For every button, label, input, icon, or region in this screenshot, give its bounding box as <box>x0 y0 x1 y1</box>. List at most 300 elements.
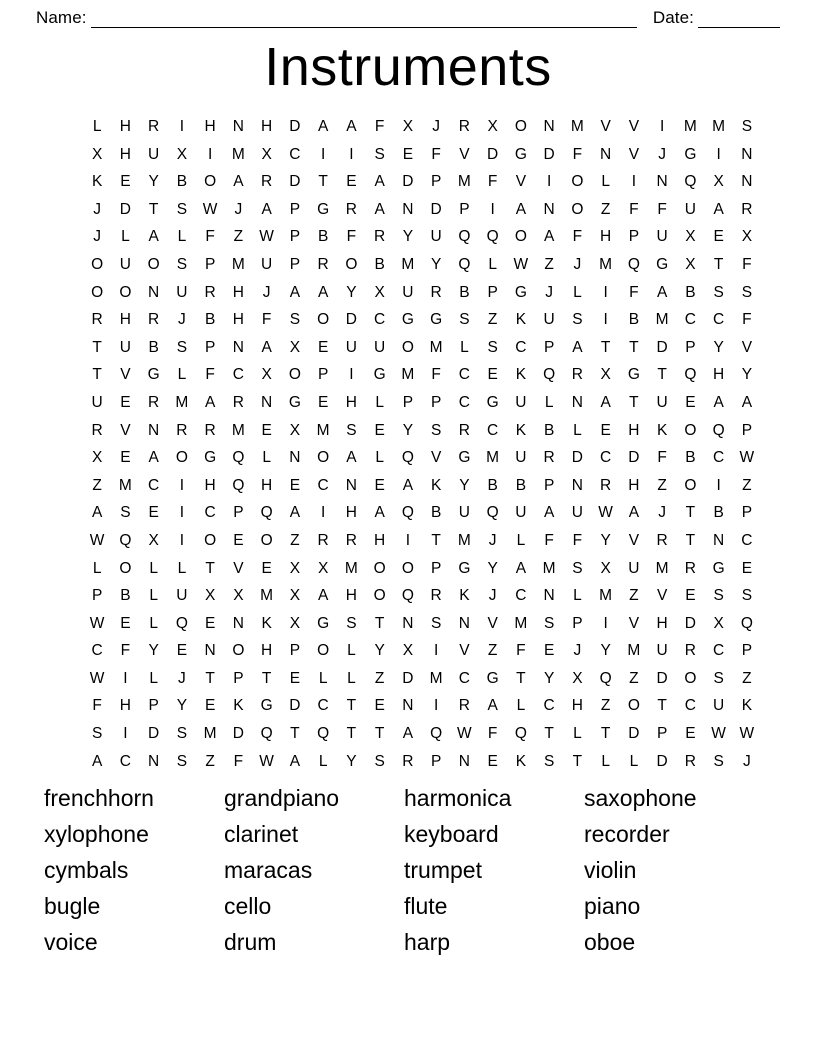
grid-letter-cell[interactable]: N <box>571 393 583 411</box>
grid-letter-cell[interactable]: N <box>148 283 160 301</box>
grid-letter-cell[interactable]: D <box>232 725 244 743</box>
grid-letter-cell[interactable]: W <box>457 725 472 743</box>
grid-letter-cell[interactable]: X <box>204 587 216 605</box>
grid-letter-cell[interactable]: F <box>205 366 215 384</box>
grid-letter-cell[interactable]: E <box>402 145 414 163</box>
word-list-item[interactable]: recorder <box>584 821 670 847</box>
grid-letter-cell[interactable]: J <box>432 118 440 135</box>
grid-letter-cell[interactable]: L <box>318 752 328 770</box>
grid-letter-cell[interactable]: S <box>741 587 753 605</box>
grid-letter-cell[interactable]: F <box>261 311 272 329</box>
word-list-item[interactable]: grandpiano <box>224 785 340 811</box>
grid-letter-cell[interactable]: G <box>458 449 471 467</box>
grid-letter-cell[interactable]: F <box>572 145 583 163</box>
grid-letter-cell[interactable]: Q <box>486 504 499 522</box>
grid-letter-cell[interactable]: T <box>346 725 357 743</box>
grid-letter-cell[interactable]: P <box>233 669 244 687</box>
grid-letter-cell[interactable]: F <box>544 531 554 549</box>
grid-letter-cell[interactable]: N <box>543 200 555 218</box>
grid-letter-cell[interactable]: Z <box>600 697 611 715</box>
grid-letter-cell[interactable]: N <box>148 421 160 439</box>
grid-letter-cell[interactable]: H <box>713 366 725 384</box>
grid-letter-cell[interactable]: Q <box>684 173 697 191</box>
grid-letter-cell[interactable]: L <box>149 587 158 605</box>
grid-letter-cell[interactable]: D <box>148 725 160 743</box>
grid-letter-cell[interactable]: O <box>684 476 697 494</box>
grid-letter-cell[interactable]: U <box>430 228 442 246</box>
grid-letter-cell[interactable]: P <box>289 642 301 660</box>
grid-letter-cell[interactable]: V <box>430 449 442 467</box>
grid-letter-cell[interactable]: T <box>629 393 639 411</box>
grid-letter-cell[interactable]: O <box>147 255 160 273</box>
grid-letter-cell[interactable]: H <box>628 476 640 494</box>
grid-letter-cell[interactable]: I <box>320 145 326 163</box>
grid-letter-cell[interactable]: T <box>600 725 611 743</box>
grid-letter-cell[interactable]: M <box>231 255 245 273</box>
grid-letter-cell[interactable]: F <box>487 725 498 743</box>
grid-letter-cell[interactable]: E <box>289 669 301 687</box>
grid-letter-cell[interactable]: K <box>91 173 103 191</box>
grid-letter-cell[interactable]: T <box>713 255 724 273</box>
grid-letter-cell[interactable]: E <box>120 393 131 411</box>
word-list-item[interactable]: frenchhorn <box>44 785 154 811</box>
grid-letter-cell[interactable]: H <box>261 476 273 494</box>
grid-letter-cell[interactable]: F <box>431 145 441 163</box>
grid-letter-cell[interactable]: Q <box>486 228 499 246</box>
grid-letter-cell[interactable]: I <box>433 697 439 715</box>
grid-letter-cell[interactable]: G <box>656 255 669 273</box>
grid-letter-cell[interactable]: J <box>93 228 101 246</box>
grid-letter-cell[interactable]: I <box>490 200 495 218</box>
grid-letter-cell[interactable]: D <box>656 752 668 770</box>
grid-letter-cell[interactable]: A <box>713 200 724 218</box>
grid-letter-cell[interactable]: F <box>516 642 526 660</box>
grid-letter-cell[interactable]: T <box>629 338 639 356</box>
grid-letter-cell[interactable]: E <box>204 614 216 632</box>
grid-letter-cell[interactable]: R <box>458 697 470 715</box>
grid-letter-cell[interactable]: A <box>600 393 611 411</box>
grid-letter-cell[interactable]: S <box>741 118 753 135</box>
grid-letter-cell[interactable]: D <box>289 697 301 715</box>
grid-letter-cell[interactable]: Y <box>430 255 442 273</box>
grid-letter-cell[interactable]: A <box>148 228 159 246</box>
grid-letter-cell[interactable]: A <box>204 393 216 411</box>
grid-letter-cell[interactable]: M <box>231 145 245 163</box>
grid-letter-cell[interactable]: R <box>148 393 160 411</box>
grid-letter-cell[interactable]: D <box>119 200 131 218</box>
grid-letter-cell[interactable]: W <box>202 200 218 218</box>
grid-letter-cell[interactable]: F <box>572 531 583 549</box>
grid-letter-cell[interactable]: S <box>176 752 188 770</box>
grid-letter-cell[interactable]: P <box>91 587 103 605</box>
grid-letter-cell[interactable]: B <box>120 587 131 605</box>
grid-letter-cell[interactable]: A <box>346 449 357 467</box>
grid-letter-cell[interactable]: W <box>89 669 105 687</box>
grid-letter-cell[interactable]: Z <box>600 200 611 218</box>
grid-letter-cell[interactable]: X <box>685 228 696 246</box>
grid-letter-cell[interactable]: P <box>430 173 442 191</box>
grid-letter-cell[interactable]: Q <box>458 255 471 273</box>
grid-letter-cell[interactable]: D <box>628 725 640 743</box>
grid-letter-cell[interactable]: X <box>713 173 724 191</box>
grid-letter-cell[interactable]: H <box>232 311 244 329</box>
grid-letter-cell[interactable]: L <box>573 725 582 743</box>
grid-letter-cell[interactable]: T <box>572 752 583 770</box>
grid-letter-cell[interactable]: I <box>631 173 637 191</box>
grid-letter-cell[interactable]: B <box>628 311 640 329</box>
grid-letter-cell[interactable]: J <box>488 587 497 605</box>
grid-letter-cell[interactable]: O <box>345 255 358 273</box>
grid-letter-cell[interactable]: S <box>713 283 724 301</box>
grid-letter-cell[interactable]: F <box>629 200 639 218</box>
grid-letter-cell[interactable]: E <box>120 173 131 191</box>
grid-letter-cell[interactable]: E <box>148 504 159 522</box>
word-list-item[interactable]: piano <box>584 893 641 919</box>
grid-letter-cell[interactable]: U <box>345 338 357 356</box>
date-write-line[interactable] <box>698 10 780 28</box>
grid-letter-cell[interactable]: U <box>656 642 668 660</box>
grid-letter-cell[interactable]: E <box>261 421 272 439</box>
grid-letter-cell[interactable]: F <box>346 228 357 246</box>
grid-letter-cell[interactable]: F <box>572 228 583 246</box>
word-list-item[interactable]: oboe <box>584 929 636 955</box>
grid-letter-cell[interactable]: S <box>374 145 385 163</box>
grid-letter-cell[interactable]: P <box>289 200 301 218</box>
grid-letter-cell[interactable]: L <box>177 559 187 577</box>
grid-letter-cell[interactable]: O <box>119 559 132 577</box>
grid-letter-cell[interactable]: L <box>573 421 582 439</box>
grid-letter-cell[interactable]: R <box>543 449 555 467</box>
grid-letter-cell[interactable]: E <box>741 559 753 577</box>
grid-letter-cell[interactable]: X <box>741 228 753 246</box>
grid-letter-cell[interactable]: M <box>260 587 274 605</box>
grid-letter-cell[interactable]: M <box>231 421 245 439</box>
grid-letter-cell[interactable]: U <box>402 283 414 301</box>
grid-letter-cell[interactable]: A <box>741 393 753 411</box>
grid-letter-cell[interactable]: B <box>204 311 216 329</box>
grid-letter-cell[interactable]: G <box>373 366 386 384</box>
grid-letter-cell[interactable]: B <box>713 504 724 522</box>
grid-letter-cell[interactable]: K <box>515 421 527 439</box>
grid-letter-cell[interactable]: P <box>487 283 498 301</box>
grid-letter-cell[interactable]: R <box>656 531 668 549</box>
grid-letter-cell[interactable]: U <box>261 255 273 273</box>
grid-letter-cell[interactable]: J <box>178 669 186 687</box>
grid-letter-cell[interactable]: G <box>684 145 697 163</box>
grid-letter-cell[interactable]: Y <box>148 642 159 660</box>
grid-letter-cell[interactable]: S <box>176 255 188 273</box>
grid-letter-cell[interactable]: G <box>514 283 527 301</box>
grid-letter-cell[interactable]: G <box>401 311 414 329</box>
grid-letter-cell[interactable]: Y <box>346 752 357 770</box>
grid-letter-cell[interactable]: Z <box>544 255 554 273</box>
grid-letter-cell[interactable]: F <box>205 228 215 246</box>
grid-letter-cell[interactable]: Z <box>742 476 752 494</box>
grid-letter-cell[interactable]: L <box>544 393 554 411</box>
grid-letter-cell[interactable]: P <box>741 421 753 439</box>
grid-letter-cell[interactable]: V <box>656 587 668 605</box>
grid-letter-cell[interactable]: I <box>716 476 721 494</box>
grid-letter-cell[interactable]: U <box>543 311 555 329</box>
grid-letter-cell[interactable]: U <box>119 255 131 273</box>
grid-letter-cell[interactable]: E <box>487 366 498 384</box>
grid-letter-cell[interactable]: N <box>261 393 273 411</box>
grid-letter-cell[interactable]: P <box>430 559 442 577</box>
grid-letter-cell[interactable]: Q <box>401 449 414 467</box>
grid-letter-cell[interactable]: E <box>120 449 131 467</box>
grid-letter-cell[interactable]: A <box>289 752 301 770</box>
grid-letter-cell[interactable]: P <box>289 228 301 246</box>
grid-letter-cell[interactable]: M <box>655 559 669 577</box>
grid-letter-cell[interactable]: B <box>685 283 696 301</box>
grid-letter-cell[interactable]: S <box>289 311 301 329</box>
grid-letter-cell[interactable]: L <box>92 118 102 135</box>
grid-letter-cell[interactable]: N <box>402 614 414 632</box>
grid-letter-cell[interactable]: X <box>289 338 301 356</box>
grid-letter-cell[interactable]: N <box>232 338 244 356</box>
grid-letter-cell[interactable]: U <box>713 697 725 715</box>
grid-letter-cell[interactable]: Q <box>232 449 245 467</box>
grid-letter-cell[interactable]: R <box>148 118 160 135</box>
grid-letter-cell[interactable]: Q <box>260 725 273 743</box>
grid-letter-cell[interactable]: Y <box>600 531 611 549</box>
grid-letter-cell[interactable]: I <box>207 145 213 163</box>
grid-letter-cell[interactable]: C <box>91 642 103 660</box>
grid-letter-cell[interactable]: R <box>402 752 414 770</box>
grid-letter-cell[interactable]: B <box>685 449 696 467</box>
grid-letter-cell[interactable]: T <box>657 697 667 715</box>
grid-letter-cell[interactable]: Z <box>374 669 385 687</box>
grid-letter-cell[interactable]: A <box>628 504 640 522</box>
grid-letter-cell[interactable]: G <box>486 669 499 687</box>
grid-letter-cell[interactable]: F <box>431 366 441 384</box>
grid-letter-cell[interactable]: V <box>600 118 611 135</box>
grid-letter-cell[interactable]: T <box>290 725 300 743</box>
grid-letter-cell[interactable]: B <box>374 255 385 273</box>
grid-letter-cell[interactable]: U <box>458 504 470 522</box>
grid-letter-cell[interactable]: M <box>429 338 443 356</box>
grid-letter-cell[interactable]: X <box>289 559 301 577</box>
grid-letter-cell[interactable]: M <box>627 642 641 660</box>
grid-letter-cell[interactable]: N <box>458 752 470 770</box>
grid-letter-cell[interactable]: O <box>571 200 584 218</box>
grid-letter-cell[interactable]: O <box>175 449 188 467</box>
grid-letter-cell[interactable]: H <box>374 531 386 549</box>
grid-letter-cell[interactable]: Y <box>374 642 385 660</box>
grid-letter-cell[interactable]: T <box>657 366 667 384</box>
grid-letter-cell[interactable]: Y <box>741 366 753 384</box>
grid-letter-cell[interactable]: C <box>713 642 725 660</box>
grid-letter-cell[interactable]: Q <box>514 725 527 743</box>
grid-letter-cell[interactable]: W <box>711 725 726 743</box>
grid-letter-cell[interactable]: A <box>515 559 527 577</box>
grid-letter-cell[interactable]: P <box>572 614 583 632</box>
grid-letter-cell[interactable]: H <box>204 476 216 494</box>
grid-letter-cell[interactable]: R <box>345 200 357 218</box>
grid-letter-cell[interactable]: H <box>345 393 357 411</box>
grid-letter-cell[interactable]: B <box>430 504 442 522</box>
grid-letter-cell[interactable]: F <box>92 697 102 715</box>
grid-letter-cell[interactable]: L <box>601 752 610 770</box>
grid-letter-cell[interactable]: T <box>544 725 554 743</box>
grid-letter-cell[interactable]: P <box>204 255 216 273</box>
grid-letter-cell[interactable]: L <box>347 669 356 687</box>
grid-letter-cell[interactable]: A <box>543 504 555 522</box>
grid-letter-cell[interactable]: J <box>234 200 243 218</box>
grid-letter-cell[interactable]: A <box>374 504 385 522</box>
grid-letter-cell[interactable]: S <box>176 200 188 218</box>
grid-letter-cell[interactable]: R <box>458 421 470 439</box>
grid-letter-cell[interactable]: G <box>627 366 640 384</box>
grid-letter-cell[interactable]: W <box>259 752 274 770</box>
grid-letter-cell[interactable]: K <box>459 587 470 605</box>
grid-letter-cell[interactable]: T <box>148 200 159 218</box>
grid-letter-cell[interactable]: A <box>656 283 668 301</box>
grid-letter-cell[interactable]: L <box>488 255 497 273</box>
word-list-item[interactable]: saxophone <box>584 785 697 811</box>
grid-letter-cell[interactable]: L <box>573 587 582 605</box>
grid-letter-cell[interactable]: O <box>514 118 527 135</box>
grid-letter-cell[interactable]: X <box>289 421 301 439</box>
grid-letter-cell[interactable]: A <box>346 118 357 135</box>
grid-letter-cell[interactable]: R <box>176 421 188 439</box>
grid-letter-cell[interactable]: R <box>458 118 470 135</box>
grid-letter-cell[interactable]: Q <box>543 366 556 384</box>
grid-letter-cell[interactable]: H <box>119 118 131 135</box>
grid-letter-cell[interactable]: T <box>431 531 441 549</box>
grid-letter-cell[interactable]: M <box>486 449 500 467</box>
grid-letter-cell[interactable]: S <box>120 504 131 522</box>
grid-letter-cell[interactable]: Q <box>119 531 132 549</box>
grid-letter-cell[interactable]: R <box>374 228 386 246</box>
grid-letter-cell[interactable]: M <box>401 366 415 384</box>
grid-letter-cell[interactable]: O <box>232 642 245 660</box>
grid-letter-cell[interactable]: R <box>317 255 329 273</box>
grid-letter-cell[interactable]: H <box>656 614 668 632</box>
grid-letter-cell[interactable]: A <box>543 228 555 246</box>
grid-letter-cell[interactable]: T <box>516 669 526 687</box>
word-list-item[interactable]: voice <box>44 929 98 955</box>
word-list-item[interactable]: trumpet <box>404 857 482 883</box>
grid-letter-cell[interactable]: Z <box>487 311 498 329</box>
grid-letter-cell[interactable]: B <box>543 421 555 439</box>
grid-letter-cell[interactable]: R <box>317 531 329 549</box>
grid-letter-cell[interactable]: X <box>317 559 329 577</box>
grid-letter-cell[interactable]: U <box>515 504 527 522</box>
grid-letter-cell[interactable]: V <box>120 421 131 439</box>
grid-letter-cell[interactable]: C <box>713 449 725 467</box>
grid-letter-cell[interactable]: S <box>572 559 583 577</box>
grid-letter-cell[interactable]: J <box>658 145 666 163</box>
word-list-item[interactable]: cello <box>224 893 272 919</box>
grid-letter-cell[interactable]: E <box>543 642 555 660</box>
grid-letter-cell[interactable]: H <box>119 145 131 163</box>
grid-letter-cell[interactable]: F <box>657 200 667 218</box>
grid-letter-cell[interactable]: G <box>147 366 160 384</box>
grid-letter-cell[interactable]: L <box>516 531 526 549</box>
grid-letter-cell[interactable]: N <box>656 173 668 191</box>
grid-letter-cell[interactable]: N <box>148 752 160 770</box>
grid-letter-cell[interactable]: P <box>148 697 159 715</box>
grid-letter-cell[interactable]: C <box>232 366 244 384</box>
grid-letter-cell[interactable]: M <box>683 118 697 135</box>
grid-letter-cell[interactable]: U <box>656 393 668 411</box>
grid-letter-cell[interactable]: X <box>487 118 498 135</box>
grid-letter-cell[interactable]: W <box>739 449 755 467</box>
grid-letter-cell[interactable]: E <box>346 173 357 191</box>
grid-letter-cell[interactable]: J <box>262 283 271 301</box>
grid-letter-cell[interactable]: H <box>261 118 273 135</box>
grid-letter-cell[interactable]: R <box>91 311 103 329</box>
grid-letter-cell[interactable]: A <box>402 476 414 494</box>
grid-letter-cell[interactable]: H <box>600 228 612 246</box>
grid-letter-cell[interactable]: V <box>628 145 640 163</box>
grid-letter-cell[interactable]: Q <box>401 504 414 522</box>
grid-letter-cell[interactable]: E <box>374 421 385 439</box>
grid-letter-cell[interactable]: V <box>459 145 470 163</box>
grid-letter-cell[interactable]: T <box>346 697 357 715</box>
grid-letter-cell[interactable]: X <box>148 531 159 549</box>
grid-letter-cell[interactable]: C <box>713 311 725 329</box>
grid-letter-cell[interactable]: T <box>685 531 696 549</box>
grid-letter-cell[interactable]: E <box>317 338 329 356</box>
grid-letter-cell[interactable]: N <box>204 642 216 660</box>
grid-letter-cell[interactable]: Q <box>401 587 414 605</box>
grid-letter-cell[interactable]: X <box>91 145 103 163</box>
grid-letter-cell[interactable]: A <box>289 283 301 301</box>
grid-letter-cell[interactable]: C <box>543 697 555 715</box>
grid-letter-cell[interactable]: E <box>317 393 329 411</box>
word-list-item[interactable]: violin <box>584 857 637 883</box>
grid-letter-cell[interactable]: D <box>289 173 301 191</box>
grid-letter-cell[interactable]: T <box>261 669 272 687</box>
grid-letter-cell[interactable]: A <box>572 338 583 356</box>
grid-letter-cell[interactable]: D <box>571 449 583 467</box>
grid-letter-cell[interactable]: Z <box>742 669 752 687</box>
grid-letter-cell[interactable]: N <box>600 145 612 163</box>
grid-letter-cell[interactable]: R <box>261 173 273 191</box>
grid-letter-cell[interactable]: I <box>603 614 608 632</box>
grid-letter-cell[interactable]: I <box>405 531 411 549</box>
grid-letter-cell[interactable]: F <box>742 311 752 329</box>
grid-letter-cell[interactable]: I <box>659 118 665 135</box>
grid-letter-cell[interactable]: P <box>289 255 301 273</box>
grid-letter-cell[interactable]: X <box>600 559 611 577</box>
grid-letter-cell[interactable]: T <box>685 504 696 522</box>
grid-letter-cell[interactable]: M <box>457 173 471 191</box>
grid-letter-cell[interactable]: Z <box>233 228 244 246</box>
grid-letter-cell[interactable]: O <box>260 531 273 549</box>
grid-letter-cell[interactable]: V <box>628 531 640 549</box>
grid-letter-cell[interactable]: J <box>488 531 497 549</box>
grid-letter-cell[interactable]: X <box>600 366 611 384</box>
grid-letter-cell[interactable]: S <box>430 421 442 439</box>
grid-letter-cell[interactable]: Z <box>205 752 215 770</box>
grid-letter-cell[interactable]: T <box>92 366 102 384</box>
grid-letter-cell[interactable]: Y <box>346 283 357 301</box>
grid-letter-cell[interactable]: G <box>514 145 527 163</box>
grid-letter-cell[interactable]: Z <box>629 587 639 605</box>
grid-letter-cell[interactable]: M <box>175 393 189 411</box>
grid-letter-cell[interactable]: Q <box>627 255 640 273</box>
grid-letter-cell[interactable]: G <box>260 697 273 715</box>
grid-letter-cell[interactable]: O <box>317 642 330 660</box>
grid-letter-cell[interactable]: Y <box>176 697 188 715</box>
grid-letter-cell[interactable]: K <box>233 697 244 715</box>
grid-letter-cell[interactable]: Z <box>487 642 498 660</box>
grid-letter-cell[interactable]: D <box>656 669 668 687</box>
grid-letter-cell[interactable]: C <box>515 338 527 356</box>
